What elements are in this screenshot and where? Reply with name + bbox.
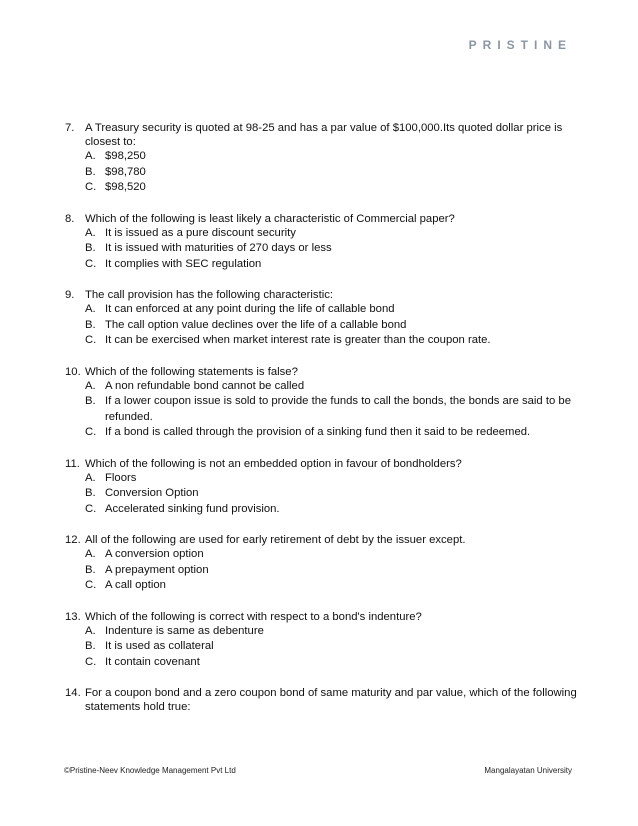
- option-c: [85, 502, 585, 518]
- question-text: For a coupon bond and a zero coupon bond of same maturity and par value, which of the following statements hold true:: [85, 687, 577, 713]
- question-14: [65, 686, 585, 714]
- option-letter: C.: [85, 426, 97, 438]
- option-list: [85, 149, 585, 196]
- question-text: A Treasury security is quoted at 98-25 and has a par value of $100,000.Its quoted dollar price is closest to:: [85, 122, 563, 148]
- option-text: A conversion option: [105, 548, 204, 560]
- option-text: It can be exercised when market interest rate is greater than the coupon rate.: [105, 334, 491, 346]
- question-number: 14.: [65, 687, 81, 699]
- option-a: [85, 149, 585, 165]
- question-list: [65, 121, 585, 730]
- option-text: It is used as collateral: [105, 640, 214, 652]
- option-text: It can enforced at any point during the life of callable bond: [105, 303, 395, 315]
- option-text: A prepayment option: [105, 563, 209, 576]
- question-11: [65, 457, 585, 518]
- option-a: [85, 624, 585, 640]
- option-list: [85, 624, 585, 671]
- option-letter: B.: [85, 640, 96, 652]
- option-letter: A.: [85, 150, 96, 162]
- option-letter: B.: [85, 395, 96, 407]
- option-text: $98,520: [105, 181, 146, 193]
- option-text: Accelerated sinking fund provision.: [105, 502, 280, 515]
- option-letter: C.: [85, 257, 97, 270]
- option-text: If a lower coupon issue is sold to provide the funds to call the bonds, the bonds are said to be refunded.: [105, 395, 571, 423]
- option-letter: B.: [85, 242, 96, 254]
- question-number: 8.: [65, 212, 75, 225]
- option-a: [85, 471, 585, 487]
- question-8: [65, 212, 585, 273]
- option-text: $98,780: [105, 165, 146, 178]
- question-number: 10.: [65, 365, 81, 378]
- option-text: Indenture is same as debenture: [105, 624, 264, 637]
- option-c: [85, 257, 585, 273]
- option-letter: C.: [85, 579, 97, 591]
- option-c: [85, 333, 585, 349]
- option-list: [85, 547, 585, 594]
- option-letter: A.: [85, 471, 96, 484]
- question-text: Which of the following is not an embedded option in favour of bondholders?: [85, 457, 462, 470]
- page-footer: [64, 766, 572, 775]
- option-letter: C.: [85, 181, 97, 193]
- option-b: [85, 241, 585, 257]
- option-a: [85, 302, 585, 318]
- option-b: [85, 486, 585, 502]
- option-letter: A.: [85, 548, 96, 560]
- question-10: [65, 365, 585, 441]
- question-9: [65, 288, 585, 349]
- question-text: Which of the following is least likely a characteristic of Commercial paper?: [85, 212, 455, 225]
- option-text: If a bond is called through the provision of a sinking fund then it said to be redeemed.: [105, 426, 531, 438]
- question-13: [65, 610, 585, 671]
- option-text: It is issued with maturities of 270 days or less: [105, 242, 332, 254]
- option-a: [85, 547, 585, 563]
- option-text: $98,250: [105, 150, 146, 162]
- option-c: [85, 425, 585, 441]
- option-letter: B.: [85, 318, 96, 331]
- option-c: [85, 180, 585, 196]
- option-text: A non refundable bond cannot be called: [105, 379, 305, 392]
- option-text: It is issued as a pure discount security: [105, 226, 296, 239]
- question-7: [65, 121, 585, 196]
- option-list: [85, 226, 585, 273]
- option-list: [85, 302, 585, 349]
- option-a: [85, 226, 585, 242]
- question-text: Which of the following is correct with respect to a bond's indenture?: [85, 610, 422, 623]
- option-letter: A.: [85, 379, 96, 392]
- option-text: Floors: [105, 471, 137, 484]
- option-letter: A.: [85, 226, 96, 239]
- option-text: Conversion Option: [105, 487, 199, 499]
- question-12: [65, 533, 585, 594]
- option-text: A call option: [105, 579, 166, 591]
- option-letter: C.: [85, 502, 97, 515]
- question-text: All of the following are used for early retirement of debt by the issuer except.: [85, 534, 466, 546]
- option-letter: A.: [85, 624, 96, 637]
- option-letter: C.: [85, 655, 97, 668]
- option-letter: B.: [85, 487, 96, 499]
- option-text: The call option value declines over the life of a callable bond: [105, 318, 407, 331]
- question-number: 12.: [65, 534, 81, 546]
- footer-copyright: ©Pristine-Neev Knowledge Management Pvt Ltd: [64, 766, 236, 775]
- option-b: [85, 394, 585, 425]
- question-text: Which of the following statements is false?: [85, 365, 298, 378]
- option-b: [85, 165, 585, 181]
- option-c: [85, 578, 585, 594]
- question-number: 9.: [65, 289, 75, 301]
- option-letter: A.: [85, 303, 96, 315]
- question-number: 13.: [65, 610, 81, 623]
- option-list: [85, 379, 585, 441]
- option-b: [85, 318, 585, 334]
- option-text: It complies with SEC regulation: [105, 257, 262, 270]
- option-b: [85, 563, 585, 579]
- pristine-logo: PRISTINE: [468, 38, 572, 52]
- option-a: [85, 379, 585, 395]
- option-list: [85, 471, 585, 518]
- option-letter: C.: [85, 334, 97, 346]
- question-text: The call provision has the following characteristic:: [85, 289, 334, 301]
- question-number: 7.: [65, 122, 75, 134]
- option-c: [85, 655, 585, 671]
- option-letter: B.: [85, 563, 96, 576]
- question-number: 11.: [65, 457, 80, 470]
- option-b: [85, 639, 585, 655]
- footer-university: Mangalayatan University: [484, 766, 572, 775]
- option-letter: B.: [85, 165, 96, 178]
- option-text: It contain covenant: [105, 655, 200, 668]
